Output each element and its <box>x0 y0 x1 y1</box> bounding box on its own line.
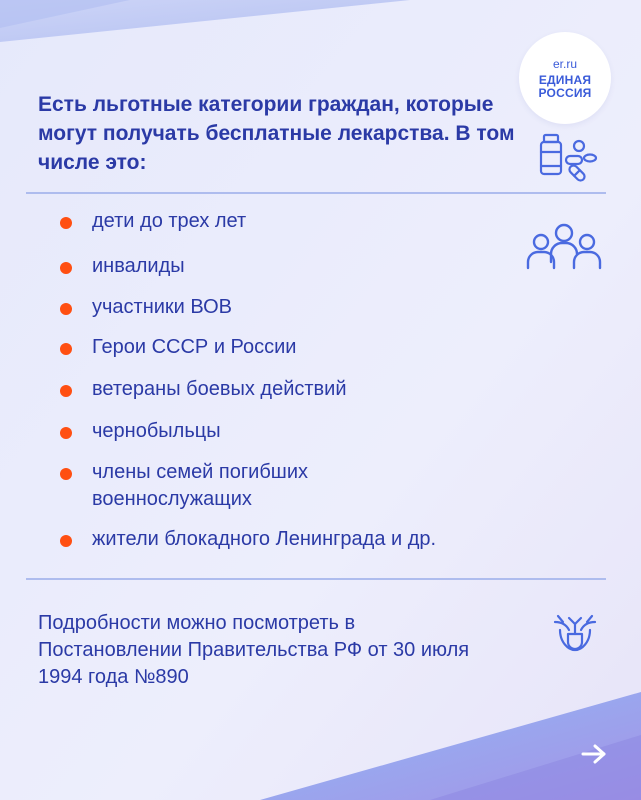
logo-brand-line2: РОССИЯ <box>538 85 592 100</box>
bullet-dot <box>60 262 72 274</box>
list-item-text: Герои СССР и России <box>92 336 297 358</box>
list-item-text: члены семей погибших военнослужащих <box>92 461 309 510</box>
logo <box>519 32 611 124</box>
bullet-dot <box>60 303 72 315</box>
bullet-dot <box>60 385 72 397</box>
medicine-icon <box>538 132 600 187</box>
list-item-text: инвалиды <box>92 255 185 277</box>
bullet-dot <box>60 343 72 355</box>
list-item-text: жители блокадного Ленинграда и др. <box>92 528 437 550</box>
list-item-text: участники ВОВ <box>92 296 232 318</box>
list-item-text: чернобыльцы <box>92 420 221 442</box>
people-icon <box>524 222 604 279</box>
logo-site: er.ru <box>552 56 577 71</box>
divider-top <box>26 192 606 194</box>
bullet-dot <box>60 535 72 547</box>
list-item-text: ветераны боевых действий <box>92 378 347 400</box>
bullet-dot <box>60 217 72 229</box>
emblem-icon <box>552 612 598 659</box>
footer-note: Подробности можно посмотреть в Постановлении Правительства РФ от 30 июля 1994 года №890 <box>38 612 470 688</box>
bullet-dot <box>60 427 72 439</box>
logo-brand-line1: ЕДИНАЯ <box>538 72 592 87</box>
bullet-dot <box>60 468 72 480</box>
divider-bottom <box>26 578 606 580</box>
page-title: Есть льготные категории граждан, которые могут получать бесплатные лекарства. В том числе это: <box>38 93 515 174</box>
arrow-right-icon[interactable] <box>580 742 608 766</box>
list-item-text: дети до трех лет <box>92 210 247 232</box>
logo-brand <box>539 74 592 100</box>
